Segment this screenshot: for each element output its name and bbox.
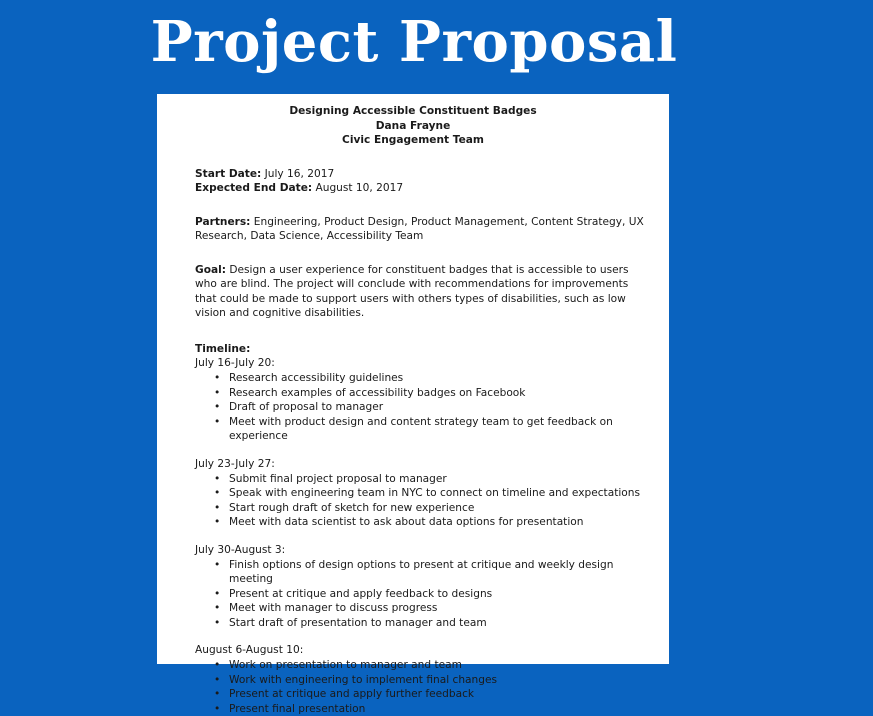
bullet-icon: • <box>214 400 220 415</box>
document-page <box>157 94 669 664</box>
timeline-period <box>195 356 645 444</box>
task-list <box>195 371 645 444</box>
start-date-line <box>195 167 645 182</box>
dates-section <box>195 167 645 196</box>
goal-value: Design a user experience for constituent badges that is accessible to users who are blind. The project will conclude with recommendations for improvements that could be made to support users with others types of disabilities, such as low vision and cognitive disabilities. <box>195 264 629 320</box>
document-header <box>181 104 645 148</box>
task-text: Draft of proposal to manager <box>229 401 383 413</box>
document-team: Civic Engagement Team <box>181 133 645 148</box>
task-item <box>214 616 645 631</box>
task-item <box>214 415 645 444</box>
task-item <box>214 558 645 587</box>
task-item <box>214 486 645 501</box>
task-item <box>214 601 645 616</box>
task-text: Work with engineering to implement final changes <box>229 674 497 686</box>
task-item <box>214 658 645 673</box>
task-text: Present final presentation <box>229 703 365 715</box>
task-text: Work on presentation to manager and team <box>229 659 462 671</box>
task-list <box>195 558 645 631</box>
bullet-icon: • <box>214 386 220 401</box>
task-text: Research examples of accessibility badges on Facebook <box>229 387 525 399</box>
bullet-icon: • <box>214 415 220 430</box>
timeline-section <box>195 342 645 716</box>
bullet-icon: • <box>214 601 220 616</box>
document-author: Dana Frayne <box>181 119 645 134</box>
timeline-periods <box>195 356 645 716</box>
slide-title: Project Proposal <box>0 6 828 78</box>
task-text: Start draft of presentation to manager and team <box>229 617 487 629</box>
document-title: Designing Accessible Constituent Badges <box>181 104 645 119</box>
task-item <box>214 371 645 386</box>
bullet-icon: • <box>214 486 220 501</box>
goal-label: Goal: <box>195 264 226 276</box>
task-item <box>214 400 645 415</box>
bullet-icon: • <box>214 616 220 631</box>
task-item <box>214 515 645 530</box>
bullet-icon: • <box>214 515 220 530</box>
bullet-icon: • <box>214 658 220 673</box>
end-date-line <box>195 181 645 196</box>
partners-label: Partners: <box>195 216 250 228</box>
task-text: Finish options of design options to present at critique and weekly design meeting <box>229 559 613 586</box>
timeline-period <box>195 643 645 716</box>
task-text: Meet with data scientist to ask about data options for presentation <box>229 516 583 528</box>
task-text: Submit final project proposal to manager <box>229 473 447 485</box>
task-item <box>214 501 645 516</box>
start-date-label: Start Date: <box>195 168 261 180</box>
end-date-label: Expected End Date: <box>195 182 312 194</box>
bullet-icon: • <box>214 371 220 386</box>
bullet-icon: • <box>214 673 220 688</box>
timeline-period-label: July 23-July 27: <box>195 457 645 472</box>
bullet-icon: • <box>214 558 220 573</box>
timeline-period-label: July 16-July 20: <box>195 356 645 371</box>
bullet-icon: • <box>214 501 220 516</box>
task-item <box>214 702 645 716</box>
start-date-value: July 16, 2017 <box>261 168 334 180</box>
task-text: Present at critique and apply further feedback <box>229 688 474 700</box>
partners-value: Engineering, Product Design, Product Management, Content Strategy, UX Research, Data Science, Accessibility Team <box>195 216 644 243</box>
timeline-period <box>195 543 645 631</box>
timeline-period-label: August 6-August 10: <box>195 643 645 658</box>
timeline-period <box>195 457 645 530</box>
task-item <box>214 472 645 487</box>
task-text: Present at critique and apply feedback to designs <box>229 588 492 600</box>
bullet-icon: • <box>214 702 220 716</box>
timeline-heading: Timeline: <box>195 342 645 357</box>
task-text: Start rough draft of sketch for new experience <box>229 502 474 514</box>
task-text: Speak with engineering team in NYC to connect on timeline and expectations <box>229 487 640 499</box>
task-item <box>214 673 645 688</box>
task-item <box>214 386 645 401</box>
goal-section <box>195 263 645 321</box>
task-item <box>214 687 645 702</box>
bullet-icon: • <box>214 687 220 702</box>
task-text: Meet with product design and content strategy team to get feedback on experience <box>229 416 613 443</box>
partners-section <box>195 215 645 244</box>
timeline-period-label: July 30-August 3: <box>195 543 645 558</box>
bullet-icon: • <box>214 587 220 602</box>
bullet-icon: • <box>214 472 220 487</box>
task-list <box>195 472 645 530</box>
task-list <box>195 658 645 716</box>
task-item <box>214 587 645 602</box>
end-date-value: August 10, 2017 <box>312 182 403 194</box>
task-text: Meet with manager to discuss progress <box>229 602 437 614</box>
task-text: Research accessibility guidelines <box>229 372 403 384</box>
